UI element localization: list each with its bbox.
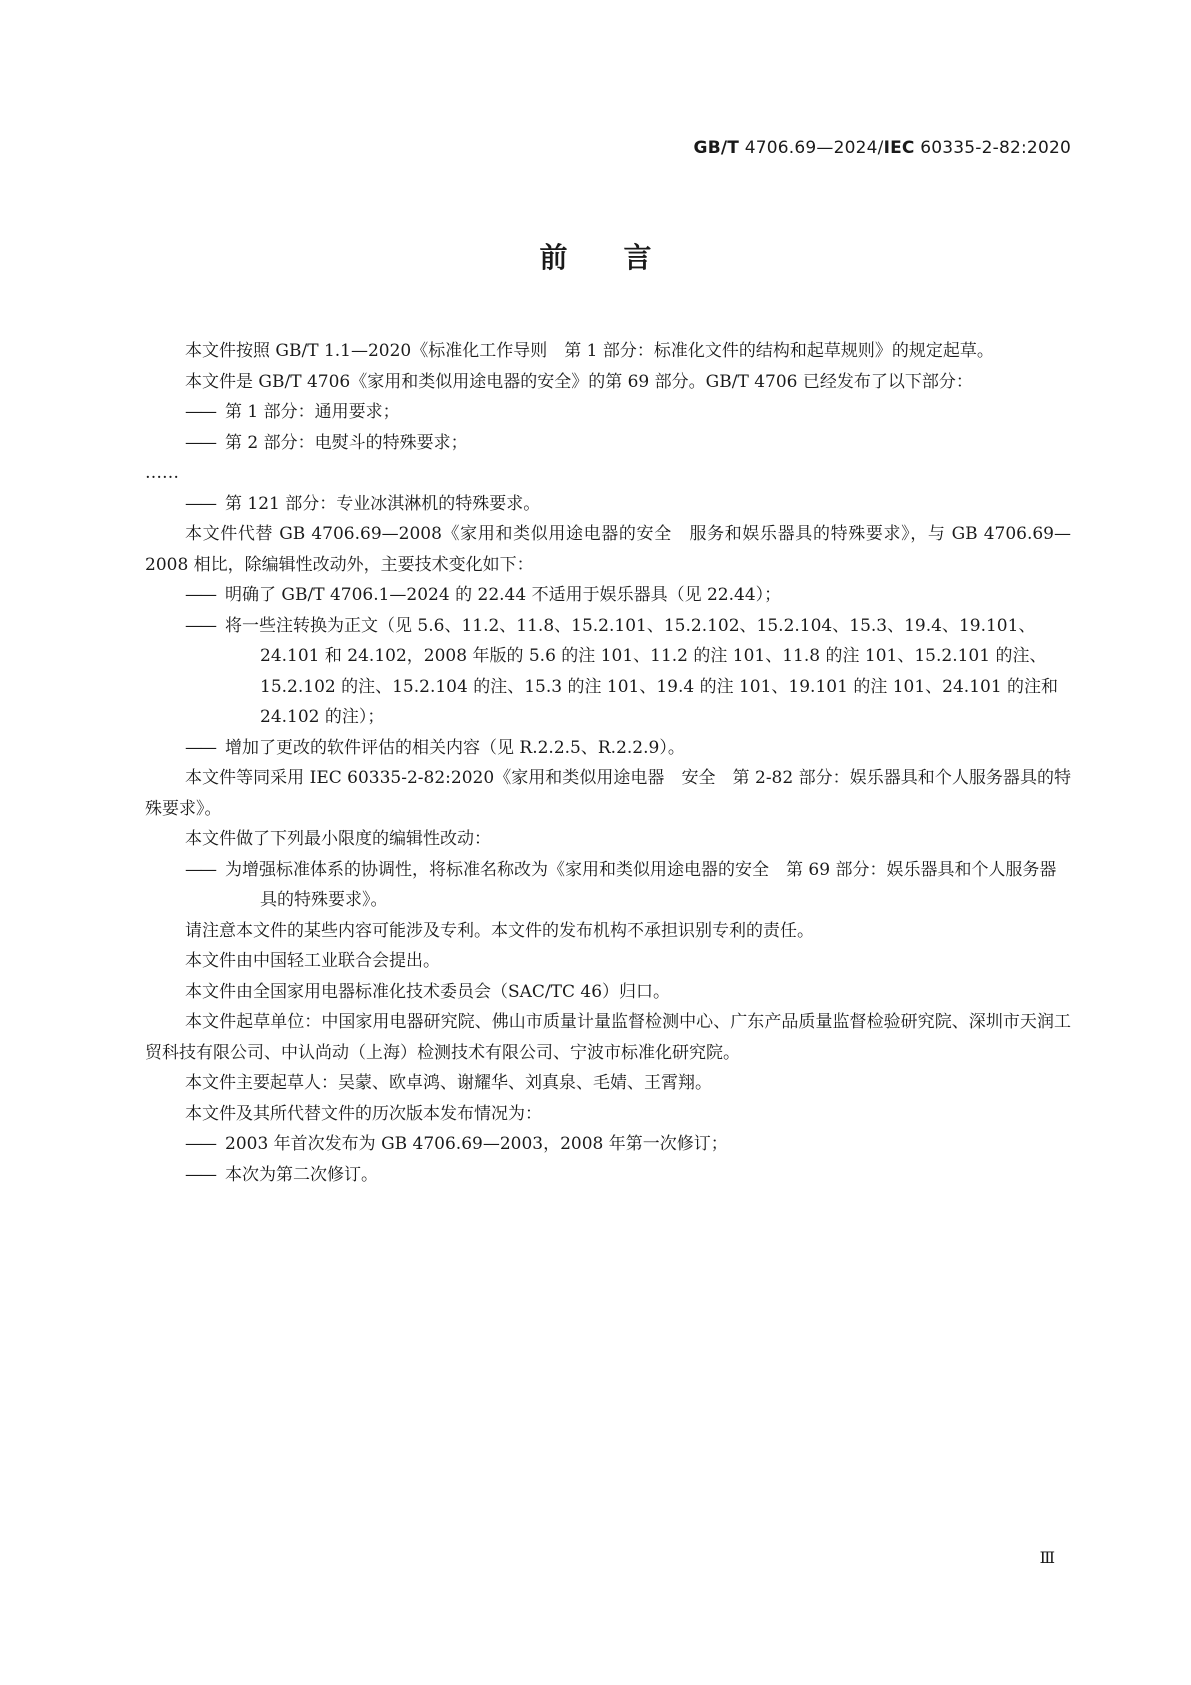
paragraph-patent-notice: 请注意本文件的某些内容可能涉及专利。本文件的发布机构不承担识别专利的责任。 [185, 920, 814, 941]
dash-mark: —— [185, 432, 215, 453]
paragraph-replaces: 本文件代替 GB 4706.69—2008《家用和类似用途电器的安全 服务和娱乐器具的特殊要求》，与 GB 4706.69—2008 相比，除编辑性改动外，主要技术变化如下： [145, 524, 1071, 575]
list-item [185, 1129, 1071, 1160]
list-item-text: 第 2 部分：电熨斗的特殊要求； [225, 432, 468, 453]
dash-mark: —— [185, 1164, 215, 1185]
list-item-text: 将一些注转换为正文（见 5.6、11.2、11.8、15.2.101、15.2.102、15.2.104、15.3、19.4、19.101、24.101 和 24.102，2008 年版的 5.6 的注 101、11.2 的注 101、11.8 的注 101、15.2.101 的注、15.2.102 的注、15.2.104 的注、15.3 的注 101、19.4 的注 101、19.101 的注 101、24.101 的注和 24.102 的注）； [225, 615, 1059, 727]
paragraph-editorial-changes: 本文件做了下列最小限度的编辑性改动： [185, 829, 491, 849]
paragraph-drafting-units: 本文件起草单位：中国家用电器研究院、佛山市质量计量监督检测中心、广东产品质量监督检验研究院、深圳市天润工贸科技有限公司、中认尚动（上海）检测技术有限公司、宁波市标准化研究院。 [145, 1012, 1071, 1063]
paragraph-equivalent-iec: 本文件等同采用 IEC 60335-2-82:2020《家用和类似用途电器 安全 第 2-82 部分：娱乐器具和个人服务器具的特殊要求》。 [145, 768, 1071, 819]
paragraph-drafting-rules: 本文件按照 GB/T 1.1—2020《标准化工作导则 第 1 部分：标准化文件的结构和起草规则》的规定起草。 [185, 341, 994, 361]
ellipsis: …… [145, 463, 179, 483]
dash-mark: —— [185, 402, 215, 422]
list-item [185, 489, 1071, 520]
list-item [185, 428, 1071, 459]
list-item-text: 本次为第二次修订。 [225, 1164, 378, 1185]
dash-mark: —— [185, 1134, 215, 1154]
list-item [185, 580, 1071, 611]
header-std-prefix: GB/T [693, 138, 740, 158]
standard-number-header [694, 138, 1071, 158]
list-item [185, 611, 1071, 733]
dash-mark: —— [185, 615, 215, 636]
list-item [185, 855, 1071, 916]
list-item-text: 增加了更改的软件评估的相关内容（见 R.2.2.5、R.2.2.9）。 [225, 737, 685, 758]
list-item [185, 397, 1071, 428]
dash-mark: —— [185, 493, 215, 514]
dash-mark: —— [185, 737, 215, 758]
paragraph-drafters: 本文件主要起草人：吴蒙、欧卓鸿、谢耀华、刘真泉、毛婧、王霄翔。 [185, 1073, 712, 1093]
paragraph-version-history: 本文件及其所代替文件的历次版本发布情况为： [185, 1103, 542, 1124]
list-item-text: 第 1 部分：通用要求； [225, 402, 400, 422]
dash-mark: —— [185, 859, 215, 880]
paragraph-technical-committee: 本文件由全国家用电器标准化技术委员会（SAC/TC 46）归口。 [185, 981, 671, 1002]
page-title: 前言 [539, 241, 708, 274]
header-iec-number: 60335-2-82:2020 [920, 138, 1071, 158]
list-item-text: 2003 年首次发布为 GB 4706.69—2003，2008 年第一次修订； [225, 1134, 728, 1154]
page-number: Ⅲ [1039, 1548, 1055, 1567]
list-item [185, 733, 1071, 764]
header-std-number: 4706.69—2024/ [744, 138, 884, 158]
paragraph-proposed-by: 本文件由中国轻工业联合会提出。 [185, 951, 440, 971]
list-item-text: 明确了 GB/T 4706.1—2024 的 22.44 不适用于娱乐器具（见 22.44）； [225, 585, 782, 605]
header-iec-prefix: IEC [883, 138, 915, 158]
list-item-text: 为增强标准体系的协调性，将标准名称改为《家用和类似用途电器的安全 第 69 部分：娱乐器具和个人服务器具的特殊要求》。 [225, 859, 1057, 910]
paragraph-part-of-series: 本文件是 GB/T 4706《家用和类似用途电器的安全》的第 69 部分。GB/T 4706 已经发布了以下部分： [185, 371, 973, 392]
list-item-text: 第 121 部分：专业冰淇淋机的特殊要求。 [225, 493, 541, 514]
document-body [145, 336, 1071, 1190]
list-item [185, 1160, 1071, 1191]
dash-mark: —— [185, 585, 215, 605]
